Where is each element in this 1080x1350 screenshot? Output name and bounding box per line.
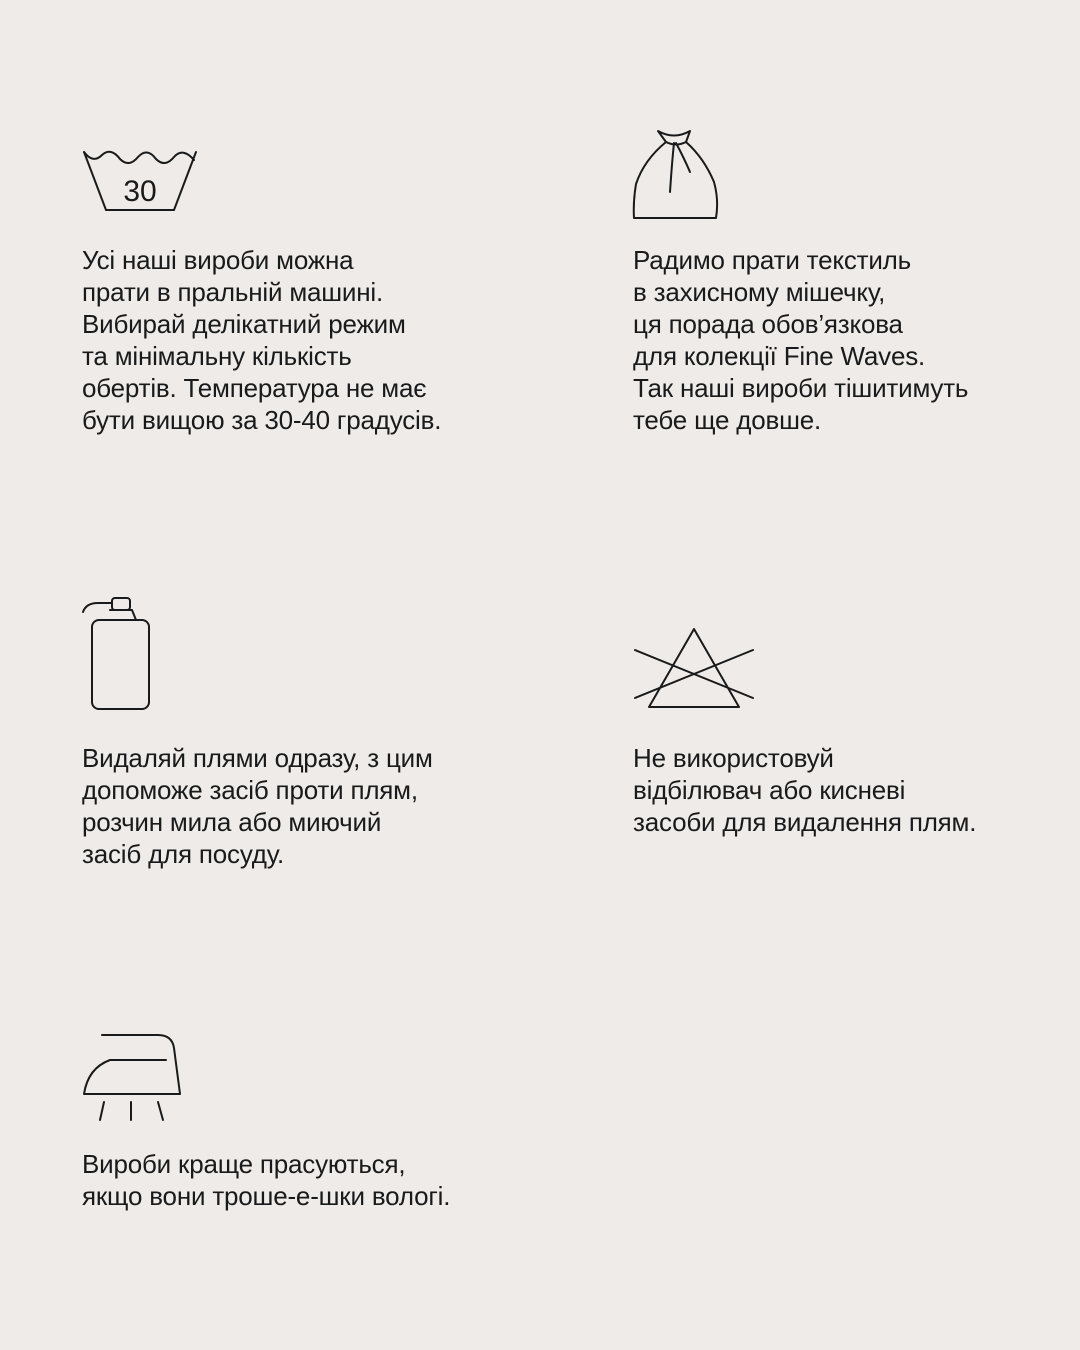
laundry-bag-icon — [632, 128, 722, 222]
washing-text: Усі наші вироби можна прати в пральній машині. Вибирай делікатний режим та мінімальну кількість обертів. Температура не має бути вищою за 30-40 градусів. — [82, 245, 442, 435]
ironing-text: Вироби краще прасуються, якщо вони троше-е-шки вологі. — [82, 1149, 451, 1211]
wash-temperature-label: 30 — [123, 175, 157, 208]
do-not-bleach-icon — [632, 626, 756, 712]
steam-iron-icon — [80, 1030, 184, 1124]
no-bleach-text: Не використовуй відбілювач або кисневі засоби для видалення плям. — [633, 743, 977, 837]
stain-remover-bottle-icon — [80, 596, 154, 712]
wash-30-icon — [82, 150, 198, 214]
stain-removal-text: Видаляй плями одразу, з цим допоможе засіб проти плям, розчин мила або миючий засіб для посуду. — [82, 743, 433, 869]
laundry-bag-text: Радимо прати текстиль в захисному мішечку, ця порада обов’язкова для колекції Fine Waves. Так наші вироби тішитимуть тебе ще довше. — [633, 245, 969, 435]
